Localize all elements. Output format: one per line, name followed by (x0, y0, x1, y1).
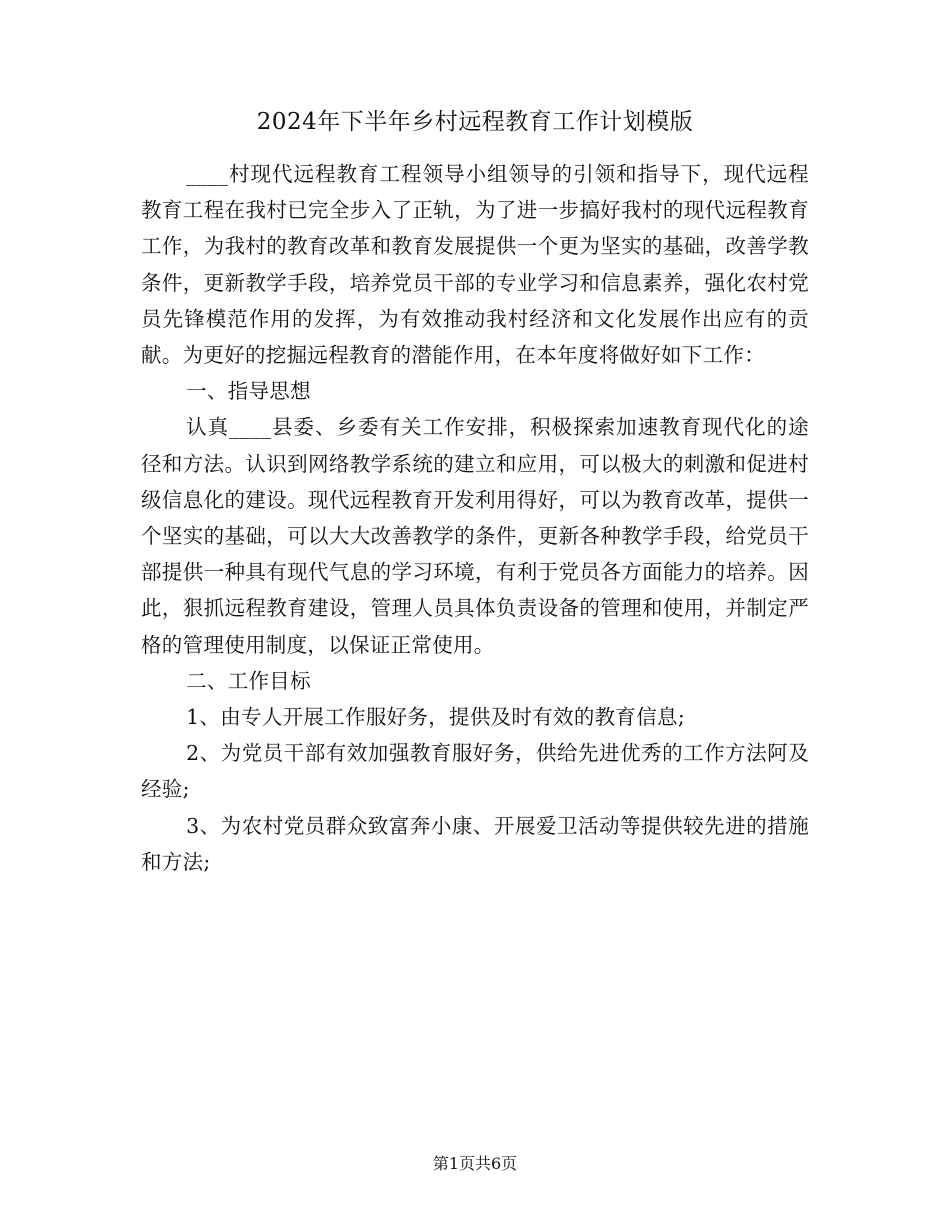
work-goal-item-3: 3、为农村党员群众致富奔小康、开展爱卫活动等提供较先进的措施和方法; (141, 813, 809, 874)
section-heading-work-goals: 二、工作目标 (186, 668, 311, 693)
document-title: 2024年下半年乡村远程教育工作计划模版 (256, 109, 694, 135)
work-goal-item-2: 2、为党员干部有效加强教育服好务，供给先进优秀的工作方法阿及经验; (141, 741, 809, 802)
section-heading-guiding-thought: 一、指导思想 (186, 379, 311, 404)
work-goal-item-1: 1、由专人开展工作服好务，提供及时有效的教育信息; (186, 705, 686, 730)
guiding-thought-paragraph: 认真____县委、乡委有关工作安排，积极探索加速教育现代化的途径和方法。认识到网络教学系统的建立和应用，可以极大的刺激和促进村级信息化的建设。现代远程教育开发利用得好，可以为教育改革，提供一个坚实的基础，可以大大改善教学的条件，更新各种教学手段，给党员干部提供一种具有现代气息的学习环境，有利于党员各方面能力的培养。因此，狠抓远程教育建设，管理人员具体负责设备的管理和使用，并制定严格的管理使用制度，以保证正常使用。 (141, 415, 809, 657)
page-number-footer: 第1页共6页 (432, 1154, 518, 1173)
intro-paragraph: ____村现代远程教育工程领导小组领导的引领和指导下，现代远程教育工程在我村已完全步入了正轨，为了进一步搞好我村的现代远程教育工作，为我村的教育改革和教育发展提供一个更为坚实的基础，改善学教条件，更新教学手段，培养党员干部的专业学习和信息素养，强化农村党员先锋模范作用的发挥，为有效推动我村经济和文化发展作出应有的贡献。为更好的挖掘远程教育的潜能作用，在本年度将做好如下工作： (141, 162, 809, 368)
document-body (141, 156, 809, 880)
